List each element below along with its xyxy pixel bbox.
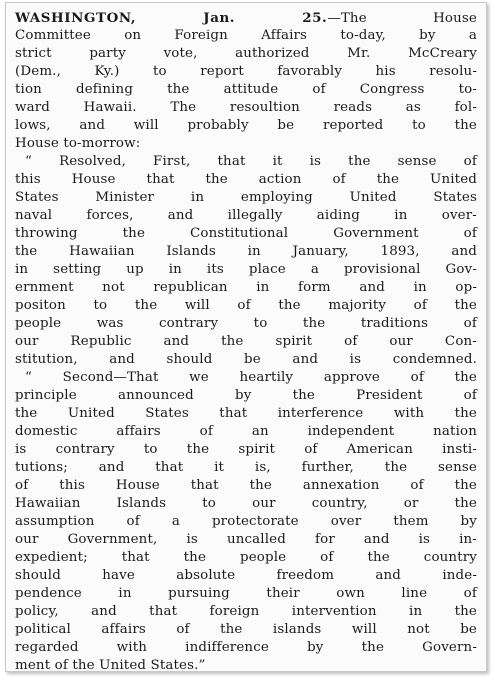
text-line: principle announced by the President of (15, 388, 477, 403)
text-line: regarded with indifference by the Govern- (15, 640, 477, 655)
text-line: is contrary to the spirit of American insti- (15, 442, 477, 457)
text-line: Committee on Foreign Affairs to-day, by a (15, 28, 477, 43)
text-line: the Hawaiian Islands in January, 1893, and (15, 244, 477, 259)
lead-first-rest: —The House (327, 11, 477, 26)
text-line: positon to the will of the majority of the (15, 298, 477, 313)
text-line: (Dem., Ky.) to report favorably his resolu- (15, 64, 477, 79)
newspaper-clipping (5, 2, 487, 672)
text-line: this House that the action of the United (15, 172, 477, 187)
text-line: expedient; that the people of the country (15, 550, 477, 565)
text-line: of this House that the annexation of the (15, 478, 477, 493)
text-line: assumption of a protectorate over them by (15, 514, 477, 529)
lead-paragraph (15, 27, 477, 153)
text-line: ward Hawaii. The resoultion reads as fol- (15, 100, 477, 115)
text-line: our Government, is uncalled for and is in- (15, 532, 477, 547)
text-line: the United States that interference with the (15, 406, 477, 421)
text-line: our Republic and the spirit of our Con- (15, 334, 477, 349)
lead-first-line (15, 9, 477, 27)
text-line: States Minister in employing United States (15, 190, 477, 205)
text-line: should have absolute freedom and inde- (15, 568, 477, 583)
text-line: House to-morrow: (15, 136, 141, 151)
text-line: pendence in pursuing their own line of (15, 586, 477, 601)
text-line: political affairs of the islands will not be (15, 622, 477, 637)
second-paragraph (15, 369, 477, 672)
text-line: people was contrary to the traditions of (15, 316, 477, 331)
text-line: ernment not republican in form and in op- (15, 280, 477, 295)
dateline: WASHINGTON, Jan. 25. (15, 10, 328, 26)
text-line: stitution, and should be and is condemned. (15, 352, 477, 367)
text-line: “ Second—That we heartily approve of the (25, 370, 477, 385)
text-line: tion defining the attitude of Congress to- (15, 82, 477, 97)
text-line: Hawaiian Islands to our country, or the (15, 496, 477, 511)
text-line: domestic affairs of an independent nation (15, 424, 477, 439)
text-line: strict party vote, authorized Mr. McCreary (15, 46, 477, 61)
text-line: ment of the United States.” (15, 658, 206, 672)
text-line: throwing the Constitutional Government of (15, 226, 477, 241)
text-line: tutions; and that it is, further, the sense (15, 460, 477, 475)
text-line: “ Resolved, First, that it is the sense of (25, 154, 477, 169)
text-line: in setting up in its place a provisional Gov- (15, 262, 477, 277)
resolved-paragraph (15, 153, 477, 369)
text-line: naval forces, and illegally aiding in over- (15, 208, 477, 223)
text-line: lows, and will probably be reported to the (15, 118, 477, 133)
text-line: policy, and that foreign intervention in the (15, 604, 477, 619)
article-body (15, 9, 477, 672)
